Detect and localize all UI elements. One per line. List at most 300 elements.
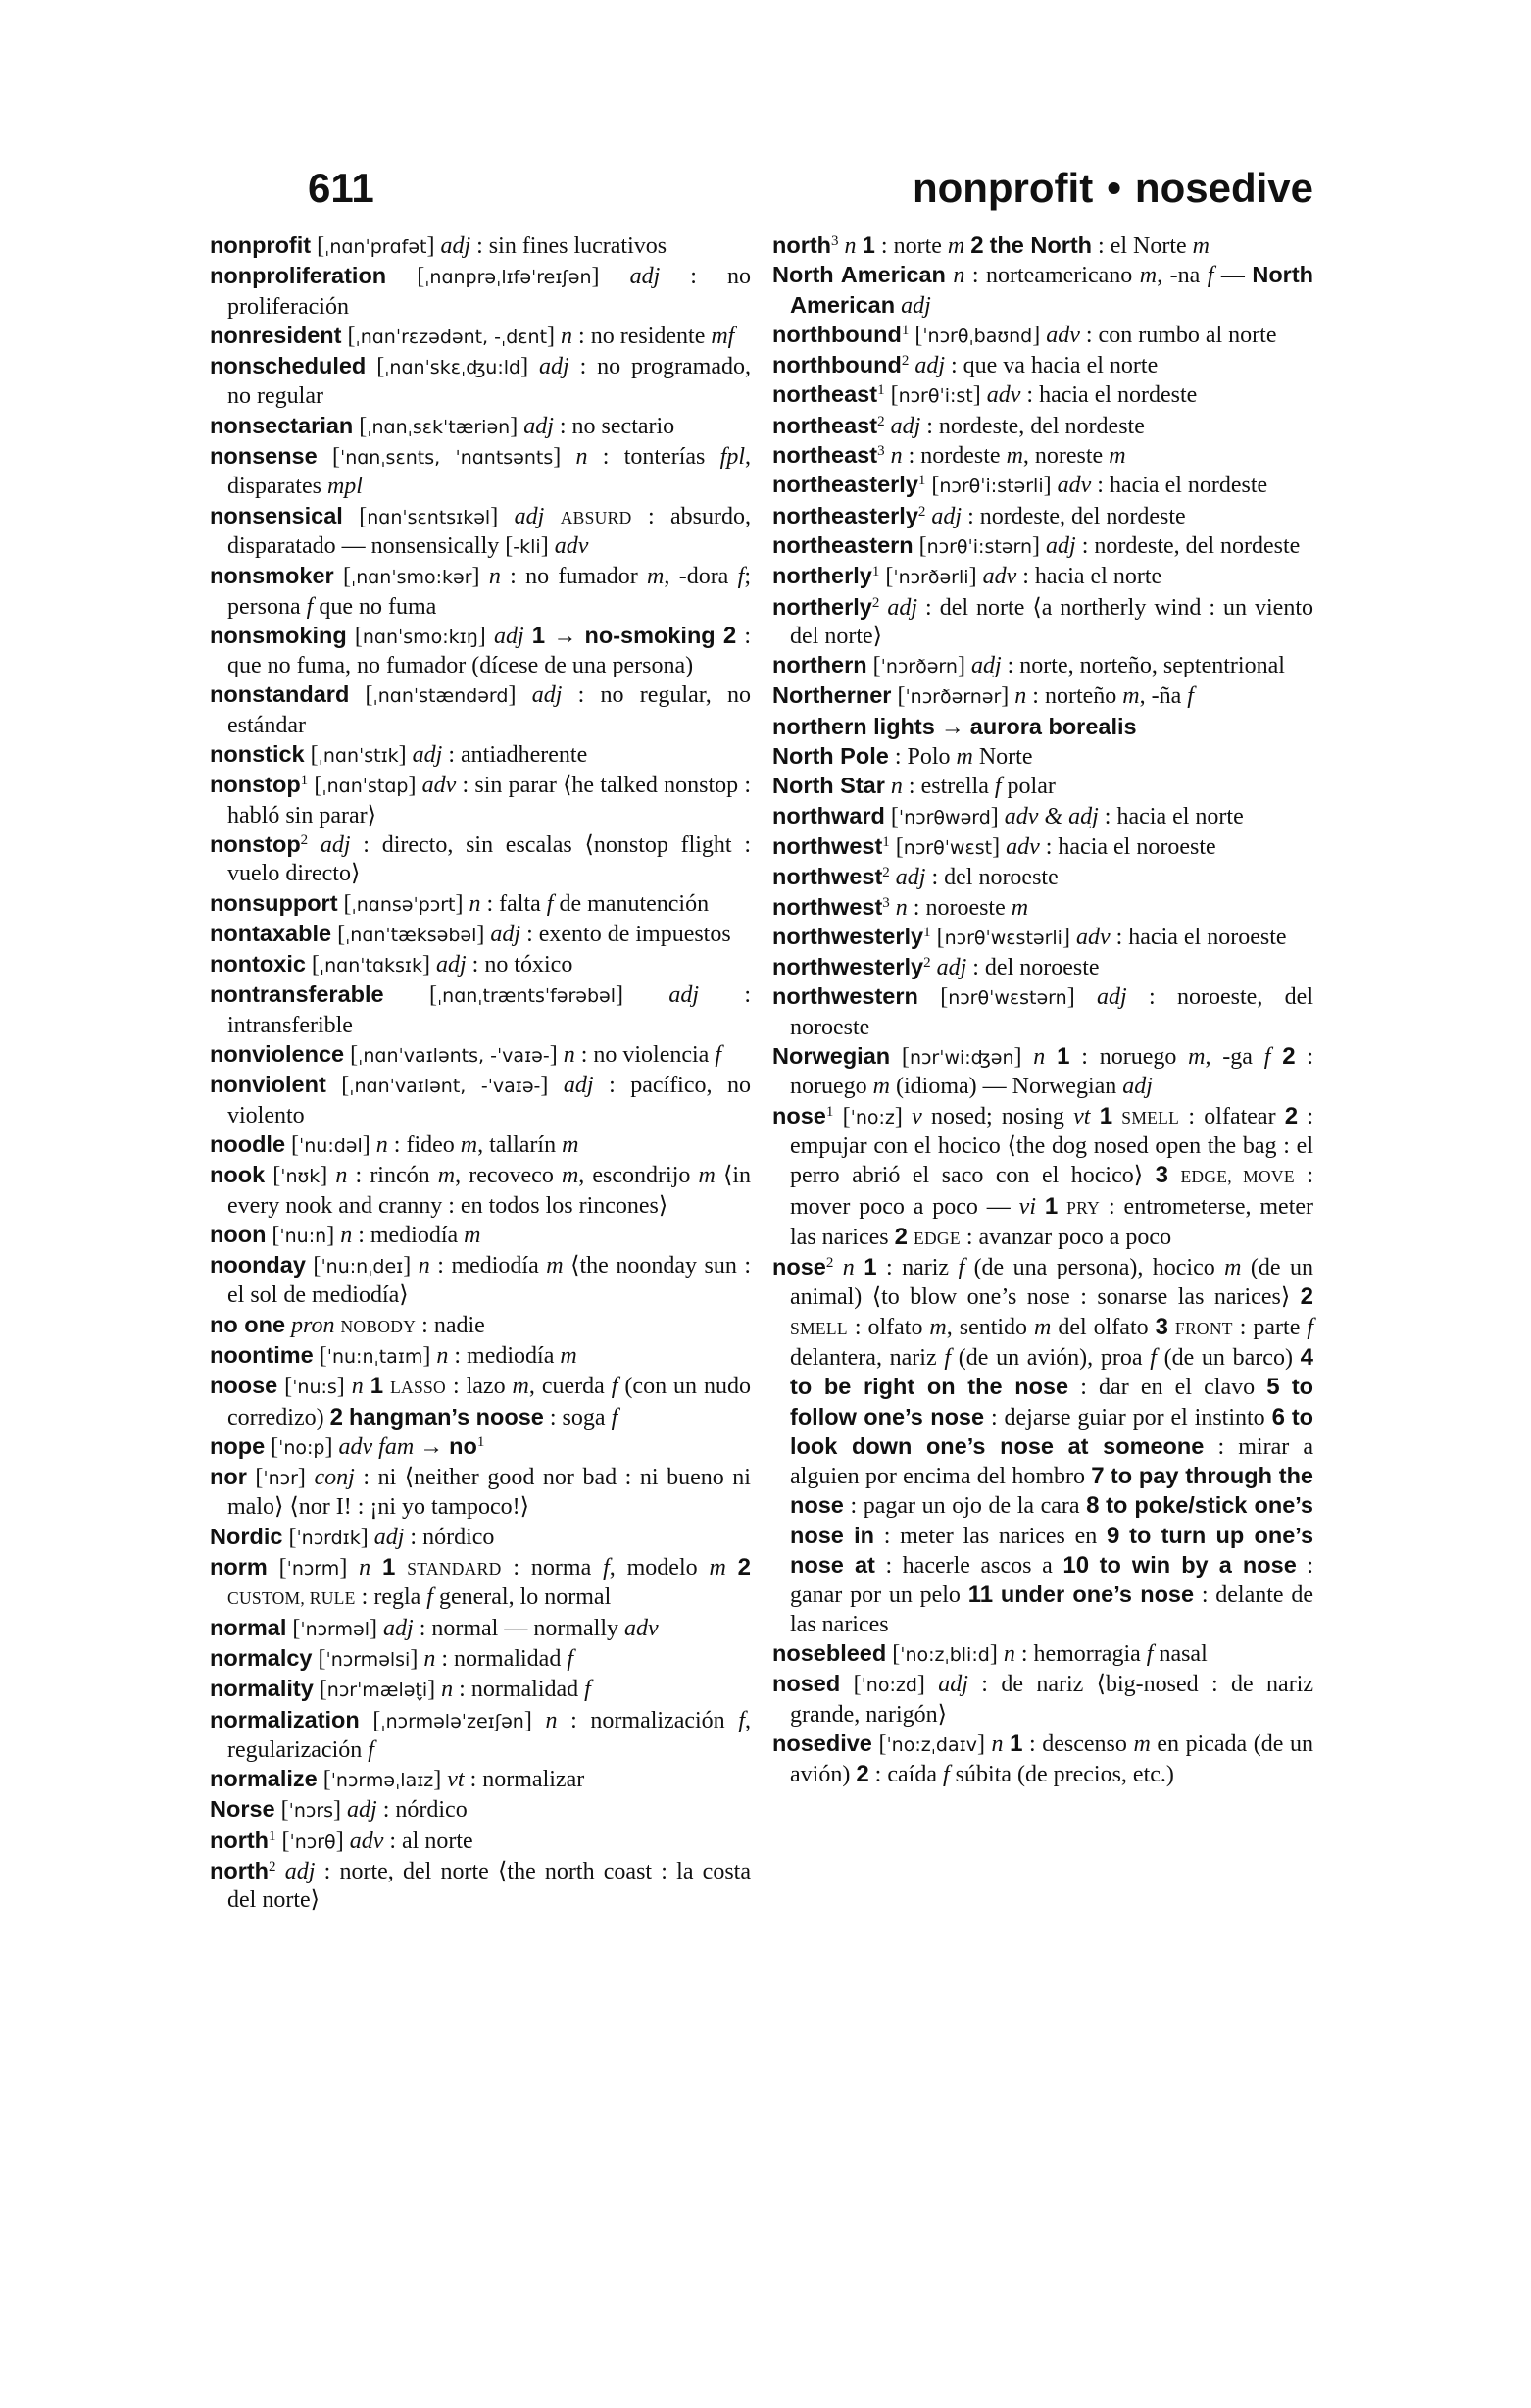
dictionary-entry <box>772 982 1313 1042</box>
grammar-label: adj <box>887 594 918 621</box>
definition-text: : no violencia <box>574 1042 716 1069</box>
grammar-label: n <box>359 1555 371 1581</box>
dictionary-entry <box>772 351 1313 380</box>
definition-text: : no sectario <box>553 413 675 439</box>
definition-text: [ <box>277 1374 293 1400</box>
bold-phrase: North American <box>790 262 1314 318</box>
grammar-label: adj <box>531 682 563 709</box>
definition-text: [ <box>866 653 881 679</box>
definition-text: : hacia el noroeste <box>1110 924 1287 950</box>
definition-text: : antiadherente <box>442 742 588 769</box>
headword: North Pole <box>772 743 889 770</box>
grammar-label: f <box>1150 1344 1157 1371</box>
headword: northeasterly <box>772 502 918 528</box>
headword: nose <box>772 1254 826 1280</box>
grammar-label: v <box>912 1103 922 1129</box>
headword: noose <box>210 1373 278 1399</box>
definition-text: : nordeste, del nordeste <box>920 413 1145 439</box>
definition-text: [ <box>879 564 894 590</box>
definition-text: ] <box>370 1615 384 1641</box>
headword: northwest <box>772 893 883 920</box>
definition-text: [ <box>346 623 363 649</box>
grammar-label: adj <box>931 503 963 529</box>
grammar-label: adv <box>1006 833 1040 860</box>
definition-text: : delante de las narices <box>790 1582 1313 1637</box>
headword: nonscheduled <box>210 353 367 379</box>
definition-text: ] <box>1001 683 1015 710</box>
definition-text: [ <box>325 1073 350 1099</box>
homograph-number: 2 <box>877 413 885 429</box>
definition-text <box>993 1582 1001 1608</box>
definition-text: : entrometerse, meter las narices <box>790 1193 1314 1250</box>
definition-text: ] <box>398 742 413 769</box>
definition-text: : mirar a alguien por encima del hombro <box>790 1433 1314 1490</box>
sense-number: 10 <box>1062 1552 1090 1580</box>
definition-text: : hacia el nordeste <box>1020 382 1198 409</box>
synonym-label: CUSTOM, RULE <box>227 1588 356 1609</box>
pronunciation: nɑnˈsmo:kɪŋ <box>362 626 478 648</box>
definition-text: ] <box>324 1433 339 1460</box>
grammar-label: f <box>737 564 745 590</box>
grammar-label: f <box>1263 1044 1271 1071</box>
grammar-label: n <box>418 1253 430 1279</box>
grammar-label: conj <box>314 1465 355 1491</box>
definition-text: : ni ⟨neither good nor bad : ni bueno ni malo⟩ ⟨nor I! : ¡ni yo tampoco!⟩ <box>227 1465 751 1521</box>
dictionary-entry <box>772 1102 1313 1253</box>
definition-text: [ <box>925 473 940 499</box>
definition-text: ] <box>549 1042 564 1069</box>
definition-text: [ <box>383 982 437 1009</box>
grammar-label: adv <box>554 532 589 559</box>
synonym-label: NOBODY <box>340 1316 417 1336</box>
grammar-label: m <box>872 1074 890 1100</box>
headword: no one <box>210 1311 286 1337</box>
synonym-label: EDGE <box>913 1228 961 1248</box>
definition-text: [ <box>890 1044 910 1071</box>
definition-text: : empujar con el hocico ⟨the dog nosed open the bag : el perro abrió el saco con el hocico⟩ <box>790 1103 1314 1189</box>
grammar-label: m <box>647 564 665 590</box>
grammar-label: n <box>953 263 965 289</box>
definition-text: : normalización <box>557 1707 739 1733</box>
definition-text: [ <box>317 444 340 471</box>
definition-text: [ <box>317 1767 331 1793</box>
bold-phrase: the North <box>989 232 1093 258</box>
sense-number: 2 <box>1284 1102 1299 1129</box>
definition-text: ] <box>339 1555 360 1581</box>
bold-phrase: to be right on the nose <box>790 1374 1069 1400</box>
dictionary-entry <box>772 380 1313 411</box>
definition-text: [ <box>909 322 923 348</box>
grammar-label: n <box>844 233 857 259</box>
definition-text: , disparates <box>227 444 751 500</box>
definition-text: , -dora <box>664 564 738 590</box>
grammar-label: n <box>423 1645 436 1672</box>
grammar-label: adj <box>1046 532 1076 559</box>
definition-text: : absurdo, disparatado — <box>227 503 752 559</box>
right-column <box>772 231 1313 1789</box>
grammar-label: mf <box>711 323 735 349</box>
definition-text: [ <box>305 1253 321 1279</box>
dictionary-entry <box>210 950 751 980</box>
sense-number: 1 <box>864 1254 877 1281</box>
definition-text: [ <box>313 1342 327 1369</box>
definition-text: : del norte ⟨a northerly wind : un viento del norte⟩ <box>790 594 1314 649</box>
definition-text: : norte, del norte ⟨the north coast : la costa del norte⟩ <box>227 1859 751 1914</box>
headword: nook <box>210 1162 266 1188</box>
grammar-label: adj <box>440 233 471 259</box>
grammar-label: adv <box>624 1615 659 1641</box>
definition-text: ] <box>408 773 422 799</box>
dictionary-entry <box>210 980 751 1040</box>
headword: northwest <box>772 832 883 859</box>
grammar-label: f <box>567 1645 573 1672</box>
pronunciation: nɔrθˈi:st <box>898 385 973 408</box>
grammar-label: m <box>437 1163 456 1189</box>
headword: northwest <box>772 864 883 890</box>
pronunciation: ˌnɑnˈskɛˌʤu:ld <box>384 357 521 379</box>
pronunciation: ˈno:p <box>278 1436 325 1459</box>
pronunciation: ˈnɔrm <box>286 1558 340 1580</box>
sense-number: 2 <box>1282 1043 1296 1071</box>
definition-text: : lazo <box>446 1374 513 1400</box>
grammar-label: adj <box>1097 984 1127 1011</box>
definition-text: [ <box>341 323 356 349</box>
definition-text: polar <box>1001 774 1056 800</box>
definition-text <box>370 1555 382 1580</box>
grammar-label: adv <box>982 564 1017 590</box>
sense-number: 2 <box>329 1403 343 1430</box>
definition-text: : nordeste, del nordeste <box>962 503 1186 529</box>
definition-text: Norte <box>972 744 1033 771</box>
definition-text: , -ga <box>1205 1044 1264 1071</box>
grammar-label: adj <box>490 921 521 947</box>
definition-text: [ <box>285 1131 300 1158</box>
homograph-number: 2 <box>917 503 926 520</box>
definition-text: ] <box>1066 984 1098 1011</box>
synonym-label: FRONT <box>1174 1318 1233 1338</box>
definition-text: nosed; nosing <box>930 1103 1064 1129</box>
dictionary-entry <box>210 1130 751 1161</box>
dictionary-entry <box>210 1857 751 1916</box>
definition-text: : sin fines lucrativos <box>470 233 667 259</box>
definition-text: general, lo normal <box>432 1584 612 1611</box>
sense-number: 2 <box>737 1554 752 1581</box>
headword: noonday <box>210 1252 306 1279</box>
grammar-label: n <box>351 1374 364 1400</box>
definition-text: [ <box>313 1677 327 1703</box>
definition-text <box>716 624 723 649</box>
grammar-label: f <box>306 593 314 620</box>
headword: northern lights <box>772 713 935 739</box>
dictionary-entry <box>210 502 751 563</box>
headword: nonviolence <box>210 1041 345 1068</box>
grammar-label: m <box>1192 233 1210 259</box>
headword: noodle <box>210 1130 286 1157</box>
grammar-label: adj <box>895 865 926 891</box>
definition-text <box>1045 1044 1057 1070</box>
dictionary-entry <box>210 1432 751 1463</box>
definition-text: [ <box>312 1645 326 1672</box>
dictionary-entry <box>772 893 1313 923</box>
homograph-number: 3 <box>882 894 890 911</box>
page-number: 611 <box>308 165 374 211</box>
headword: nonsmoking <box>210 622 347 648</box>
definition-text: [ <box>331 921 346 947</box>
definition-text: : al norte <box>383 1828 473 1854</box>
grammar-label: adj <box>284 1859 316 1885</box>
pronunciation: ˈnʊk <box>280 1166 321 1188</box>
definition-text: : del noroeste <box>966 955 1100 981</box>
grammar-label: f <box>958 1255 965 1281</box>
headword: northeast <box>772 442 878 469</box>
grammar-label: m <box>956 744 973 771</box>
homograph-number: 1 <box>923 924 931 940</box>
definition-text: → <box>414 1433 450 1460</box>
definition-text: ] <box>1013 1044 1034 1071</box>
definition-text <box>1168 1315 1175 1340</box>
grammar-label: n <box>561 323 573 349</box>
headword: northwesterly <box>772 954 924 980</box>
definition-text: : con rumbo al norte <box>1079 322 1277 348</box>
pronunciation: ˌnɑnˈprɑfət <box>324 236 427 258</box>
headword: nonstick <box>210 741 305 768</box>
homograph-number: 1 <box>877 382 885 399</box>
headword: normality <box>210 1676 314 1702</box>
sense-number: 1 <box>1099 1102 1113 1129</box>
headword: nosedive <box>772 1730 872 1756</box>
headword: north <box>210 1858 270 1884</box>
definition-text: ] <box>427 1677 442 1703</box>
definition-text: ] <box>540 1073 564 1099</box>
grammar-label: n <box>375 1131 388 1158</box>
headword: noontime <box>210 1341 314 1368</box>
pronunciation: ˈnu:nˌtaɪm <box>326 1345 423 1368</box>
grammar-label: m <box>464 1222 481 1248</box>
pronunciation: ˌnɑnˈvaɪlənt, -ˈvaɪə- <box>349 1076 541 1098</box>
definition-text: : directo, sin escalas ⟨nonstop flight : vuelo directo⟩ <box>227 831 751 887</box>
dictionary-entry <box>210 1161 751 1221</box>
definition-text: ] <box>362 1131 376 1158</box>
grammar-label: n <box>545 1707 558 1733</box>
sense-number: 11 <box>967 1581 994 1609</box>
definition-text: : norma <box>501 1555 604 1581</box>
definition-text: [ <box>884 803 899 829</box>
headword: northbound <box>772 352 902 378</box>
pronunciation: ˈnu:nˌdeɪ <box>321 1256 404 1279</box>
homograph-number: 1 <box>917 473 926 489</box>
definition-text: ⟨in every nook and cranny : en todos los rincones⟩ <box>227 1163 751 1219</box>
headword: nonprofit <box>210 232 312 258</box>
dictionary-entry <box>772 441 1313 471</box>
definition-text: , regularización <box>227 1707 751 1763</box>
synonym-label: LASSO <box>390 1378 446 1398</box>
definition-text: : noroeste <box>907 894 1012 921</box>
dictionary-entry <box>772 1042 1313 1102</box>
definition-text: : estrella <box>902 774 995 800</box>
definition-text: : del noroeste <box>925 865 1059 891</box>
definition-text: [ <box>344 1042 359 1069</box>
grammar-label: adj <box>970 653 1002 679</box>
grammar-label: f <box>603 1555 610 1581</box>
pronunciation: ˈnɔrθwərd <box>898 806 991 828</box>
homograph-number: 2 <box>300 831 309 848</box>
headword: normalize <box>210 1766 318 1792</box>
definition-text: [ <box>366 354 385 380</box>
definition-text: ] <box>990 803 1005 829</box>
definition-text: ] <box>333 1797 348 1824</box>
grammar-label: n <box>1003 1640 1015 1667</box>
headword: nonsectarian <box>210 412 354 438</box>
headword: nontaxable <box>210 920 332 946</box>
dictionary-entry <box>772 923 1313 953</box>
dictionary-entry <box>210 889 751 920</box>
sense-number: 1 <box>862 232 875 259</box>
definition-text: : caída <box>868 1762 943 1788</box>
dictionary-entry <box>210 1221 751 1251</box>
definition-text <box>1119 1524 1129 1549</box>
definition-text: ] <box>510 413 524 439</box>
dictionary-entry <box>210 262 751 322</box>
grammar-label: m <box>1006 443 1023 470</box>
dictionary-entry <box>210 1311 751 1341</box>
grammar-label: adj <box>514 503 545 529</box>
definition-text: [ <box>282 1524 297 1550</box>
definition-text: : descenso <box>1022 1731 1134 1757</box>
grammar-label: adv & adj <box>1004 803 1099 829</box>
definition-text: [ <box>342 503 368 529</box>
pronunciation: ˌnɑnˈvaɪlənts, -ˈvaɪə- <box>358 1045 550 1068</box>
dictionary-entry <box>210 1614 751 1644</box>
definition-text: , recoveco <box>455 1163 562 1189</box>
dictionary-entry <box>772 772 1313 801</box>
definition-text: ] <box>992 833 1007 860</box>
definition-text: : sin parar ⟨he talked nonstop : habló sin parar⟩ <box>227 773 752 828</box>
grammar-label: adj <box>436 952 467 978</box>
definition-text: ] <box>540 532 555 559</box>
grammar-label: n <box>895 894 908 921</box>
pronunciation: ˌnɑnˈtɑksɪk <box>319 955 422 978</box>
definition-text: ] <box>916 1672 939 1698</box>
grammar-label: m <box>709 1555 726 1581</box>
definition-text: normally <box>533 1615 618 1641</box>
definition-text: (de un avión), proa <box>951 1344 1151 1371</box>
headword: normalization <box>210 1706 360 1732</box>
dictionary-entry <box>210 1341 751 1372</box>
grammar-label: n <box>340 1222 353 1248</box>
definition-text: ] <box>547 323 562 349</box>
grammar-label: n <box>991 1731 1004 1757</box>
homograph-number: 1 <box>825 1103 834 1120</box>
definition-text: ] <box>433 1767 448 1793</box>
definition-text: : hemorragia <box>1014 1640 1147 1667</box>
definition-text: ] <box>1032 532 1047 559</box>
headword: nonresident <box>210 322 342 348</box>
definition-text: : nordeste, del nordeste <box>1075 532 1301 559</box>
dictionary-entry <box>210 1372 751 1432</box>
dictionary-entry <box>772 953 1313 982</box>
definition-text: : no fumador <box>500 564 648 590</box>
grammar-label: fpl <box>719 444 745 471</box>
definition-text <box>276 1859 285 1884</box>
dictionary-entry <box>772 832 1313 863</box>
definition-text: , tallarín <box>477 1131 563 1158</box>
pronunciation: ˌnɑnˈrɛzədənt, -ˌdɛnt <box>355 326 548 348</box>
sense-number: 9 <box>1107 1522 1120 1549</box>
definition-text: , cuerda <box>528 1374 612 1400</box>
sense-number: 1 <box>531 622 546 649</box>
definition-text: [ <box>913 532 927 559</box>
grammar-label: vi <box>1018 1193 1036 1220</box>
sense-number: 1 <box>370 1373 384 1400</box>
grammar-label: n <box>563 1042 575 1069</box>
grammar-label: f <box>368 1736 374 1763</box>
grammar-label: vt <box>1073 1103 1091 1129</box>
definition-text <box>1036 1194 1045 1220</box>
headword: nonsensical <box>210 502 343 528</box>
definition-text: ; persona <box>227 564 751 620</box>
headword: north <box>772 232 832 258</box>
pronunciation: ˌnɑnˈtæksəbəl <box>345 924 477 946</box>
headword: nonstop <box>210 772 301 798</box>
definition-text <box>395 1555 407 1580</box>
grammar-label: adj <box>523 413 554 439</box>
pronunciation: nɑnˈsɛntsɪkəl <box>367 506 491 528</box>
definition-text: → <box>545 623 585 649</box>
definition-text <box>544 504 560 529</box>
bold-phrase: no <box>449 1432 477 1459</box>
definition-text: ] <box>1043 473 1058 499</box>
definition-text: : nórdico <box>404 1524 495 1550</box>
definition-text: : mediodía <box>352 1222 465 1248</box>
grammar-label: adj <box>938 1672 968 1698</box>
sense-number: 6 <box>1271 1403 1285 1430</box>
grammar-label: f <box>426 1584 433 1611</box>
dictionary-entry <box>772 713 1313 742</box>
definition-text: ] <box>410 1645 424 1672</box>
bold-phrase: under one’s nose <box>1000 1581 1195 1608</box>
dictionary-entry <box>210 1827 751 1857</box>
dictionary-entry <box>772 412 1313 441</box>
headword: North Star <box>772 773 885 799</box>
sense-number: 1 <box>1057 1043 1070 1071</box>
definition-text: ] <box>335 1828 350 1854</box>
sense-number: 2 <box>856 1761 869 1788</box>
definition-text: : avanzar poco a poco <box>960 1224 1172 1250</box>
sense-number: 4 <box>1300 1343 1314 1371</box>
headword: northeast <box>772 412 878 438</box>
grammar-label: adj <box>1122 1074 1153 1100</box>
dictionary-entry <box>772 471 1313 501</box>
headword: northward <box>772 802 885 828</box>
synonym-label: SMELL <box>1121 1107 1180 1128</box>
grammar-label: n <box>1014 683 1027 710</box>
definition-text: : norte, norteño, septentrional <box>1001 653 1285 679</box>
running-head <box>913 165 1313 212</box>
grammar-label: adj <box>914 353 945 379</box>
definition-text: delantera, nariz <box>790 1344 945 1371</box>
sense-number: 2 <box>1300 1283 1313 1311</box>
definition-text: ] <box>972 382 987 409</box>
definition-text: , -ña <box>1139 683 1188 710</box>
grammar-label: m <box>546 1253 564 1279</box>
headword: nonsupport <box>210 889 338 916</box>
definition-text: [ <box>304 742 319 769</box>
definition-text: ] <box>957 653 971 679</box>
definition-text: [ <box>265 1163 281 1189</box>
dictionary-entry <box>210 562 751 622</box>
synonym-label: STANDARD <box>407 1559 502 1580</box>
dictionary-entry <box>772 562 1313 592</box>
